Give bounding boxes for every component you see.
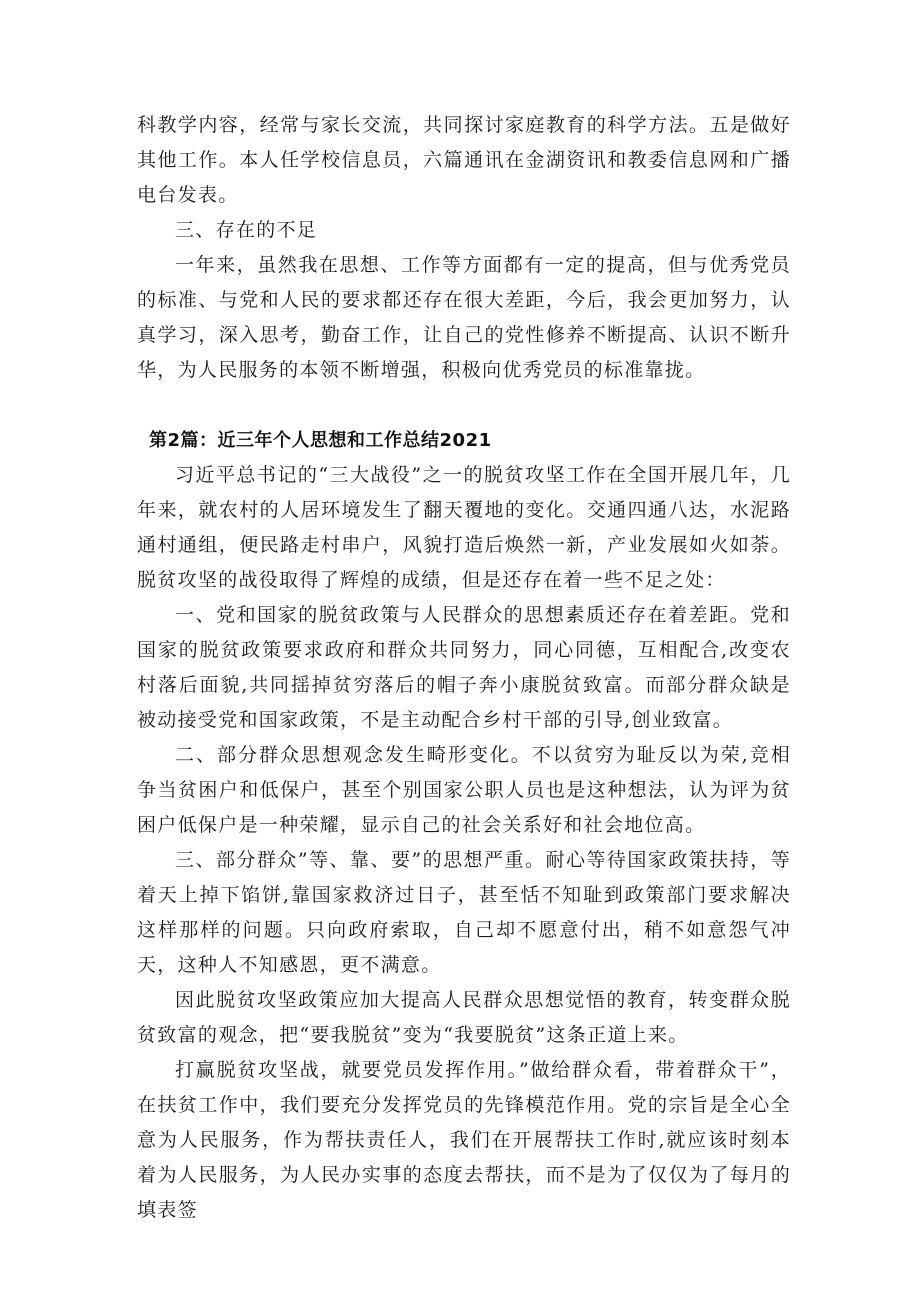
document-body [137, 108, 791, 1228]
paragraph-continuation: 科教学内容，经常与家长交流，共同探讨家庭教育的科学方法。五是做好其他工作。本人任学校信息员，六篇通讯在金湖资讯和教委信息网和广播电台发表。 [137, 114, 791, 206]
paragraph-conclusion: 因此脱贫攻坚政策应加大提高人民群众思想觉悟的教育，转变群众脱贫致富的观念，把“要我脱贫”变为“我要脱贫”这条正道上来。 [137, 989, 791, 1046]
title-prefix: 第 [149, 430, 168, 451]
paragraph-point-one: 一、党和国家的脱贫政策与人民群众的思想素质还存在着差距。党和国家的脱贫政策要求政府和群众共同努力，同心同德，互相配合,改变农村落后面貌,共同揺掉贫穷落后的帽子奔小康脱贫致富。而部分群众缺是被动接受党和国家政策，不是主动配合乡村干部的引导,创业致富。 [137, 604, 791, 731]
paragraph-point-two: 二、部分群众思想观念发生畸形变化。不以贫穷为耻反以为荣,竞相争当贫困户和低保户，甚至个别国家公职人员也是这种想法，认为评为贫困户低保户是一种荣耀，显示自己的社会关系好和社会地位高。 [137, 744, 791, 836]
section-heading-shortcomings: 三、存在的不足 [175, 219, 318, 241]
title-middle: 篇：近三年个人思想和工作总结 [180, 430, 440, 451]
paragraph-party-role: 打赢脱贫攻坚战，就要党员发挥作用。”做给群众看，带着群众干”，在扶贫工作中，我们要充分发挥党员的先锋模范作用。党的宗旨是全心全意为人民服务，作为帮扶责任人，我们在开展帮扶工作时,就应该时刻本着为人民服务，为人民办实事的态度去帮扶，而不是为了仅仅为了每月的填表签 [137, 1059, 791, 1221]
paragraph-intro: 习近平总书记的“三大战役”之一的脱贫攻坚工作在全国开展几年，几年来，就农村的人居环境发生了翻天覆地的变化。交通四通八达，水泥路通村通组，便民路走村串户，风貌打造后焕然一新，产业发展如火如荼。脱贫攻坚的战役取得了辉煌的成绩，但是还存在着一些不足之处： [137, 464, 791, 591]
article-title [137, 423, 791, 458]
title-year: 2021 [439, 430, 492, 451]
title-number: 2 [167, 430, 181, 451]
section-gap [137, 388, 791, 423]
paragraph-year-summary: 一年来，虽然我在思想、工作等方面都有一定的提高，但与优秀党员的标准、与党和人民的要求都还存在很大差距，今后，我会更加努力，认真学习，深入思考，勤奋工作，让自己的党性修养不断提高、认识不断升华，为人民服务的本领不断增强，积极向优秀党员的标准靠拢。 [137, 254, 791, 381]
paragraph-point-three: 三、部分群众”等、靠、要”的思想严重。耐心等待国家政策扶持，等着天上掉下馅饼,靠国家救济过日子，甚至恬不知耻到政策部门要求解决这样那样的问题。只向政府索取，自己却不愿意付出，稍不如意怨气冲天，这种人不知感恩，更不满意。 [137, 849, 791, 976]
